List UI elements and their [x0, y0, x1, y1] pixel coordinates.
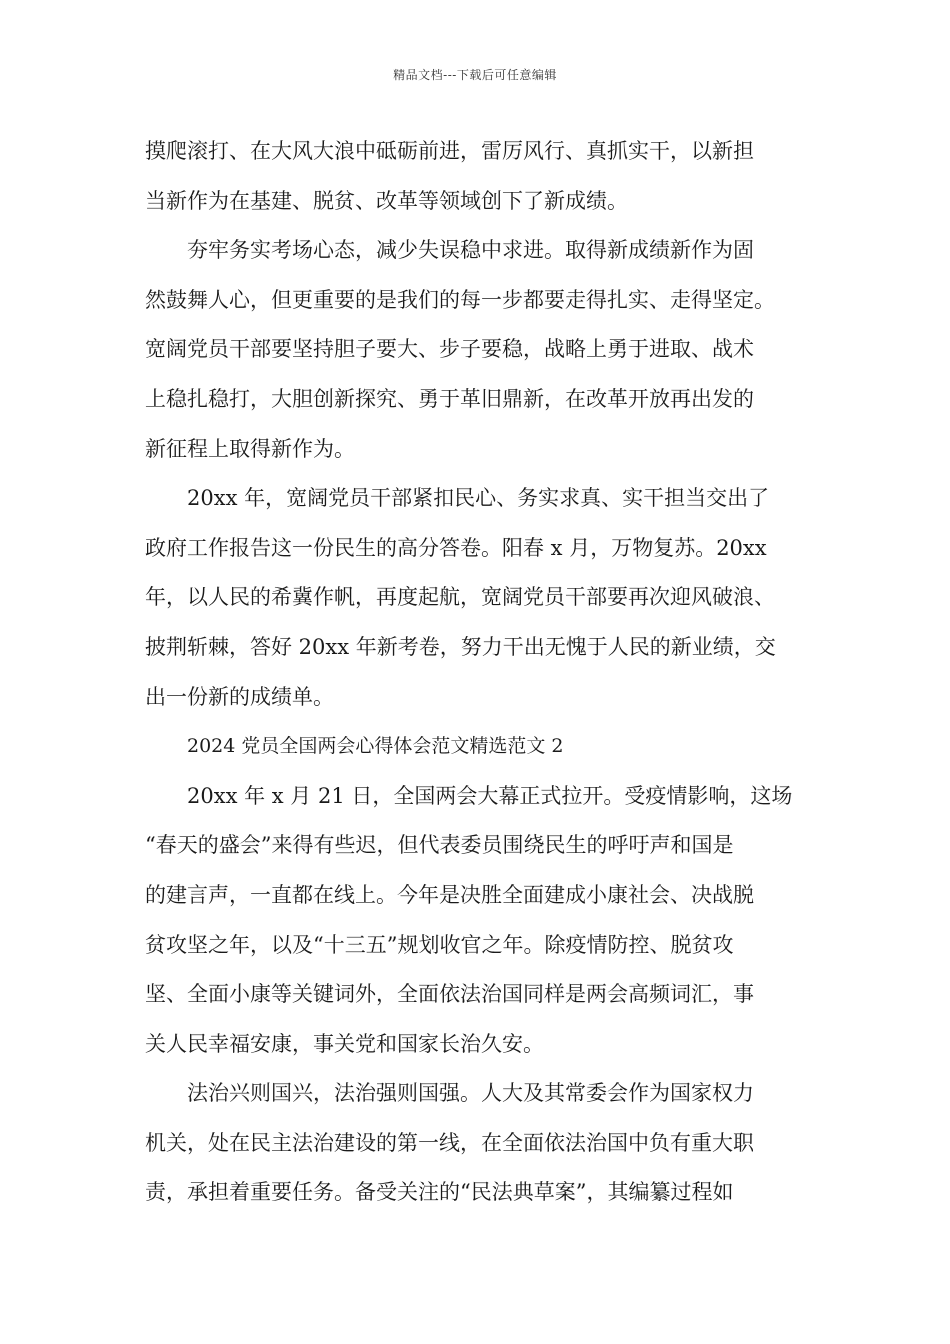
text-line: 贫攻坚之年，以及“十三五”规划收官之年。除疫情防控、脱贫攻: [145, 932, 734, 957]
text-line: 新征程上取得新作为。: [145, 436, 355, 461]
text-line: 责，承担着重要任务。备受关注的“民法典草案”，其编纂过程如: [145, 1180, 734, 1205]
text-line: 当新作为在基建、脱贫、改革等领域创下了新成绩。: [145, 188, 628, 213]
text-line: 宽阔党员干部要坚持胆子要大、步子要稳，战略上勇于进取、战术: [145, 337, 754, 362]
section-heading: 2024 党员全国两会心得体会范文精选范文 2: [187, 735, 564, 758]
text-line: 关人民幸福安康，事关党和国家长治久安。: [145, 1031, 544, 1056]
paragraph-start: 法治兴则国兴，法治强则国强。人大及其常委会作为国家权力: [187, 1081, 754, 1106]
document-body: [145, 127, 815, 1218]
text-line: 年，以人民的希冀作帆，再度起航，宽阔党员干部要再次迎风破浪、: [145, 585, 775, 610]
text-line: 上稳扎稳打，大胆创新探究、勇于革旧鼎新，在改革开放再出发的: [145, 386, 754, 411]
text-line: 披荆斩棘，答好 20xx 年新考卷，努力干出无愧于人民的新业绩，交: [145, 634, 776, 659]
text-line: 机关，处在民主法治建设的第一线，在全面依法治国中负有重大职: [145, 1130, 754, 1155]
text-line: 摸爬滚打、在大风大浪中砥砺前进，雷厉风行、真抓实干，以新担: [145, 139, 754, 163]
paragraph-start: 20xx 年 x 月 21 日，全国两会大幕正式拉开。受疫情影响，这场: [187, 783, 793, 808]
text-line: 出一份新的成绩单。: [145, 684, 334, 709]
paragraph-start: 夯牢务实考场心态，减少失误稳中求进。取得新成绩新作为固: [187, 238, 754, 263]
text-line: 坚、全面小康等关键词外，全面依法治国同样是两会高频词汇，事: [145, 982, 754, 1007]
text-line: 然鼓舞人心，但更重要的是我们的每一步都要走得扎实、走得坚定。: [145, 287, 775, 312]
page-header: 精品文档---下载后可任意编辑: [393, 68, 557, 82]
text-line: “春天的盛会”来得有些迟，但代表委员围绕民生的呼吁声和国是: [145, 833, 734, 858]
paragraph-start: 20xx 年，宽阔党员干部紧扣民心、务实求真、实干担当交出了: [187, 486, 770, 511]
text-line: 的建言声，一直都在线上。今年是决胜全面建成小康社会、决战脱: [145, 882, 754, 907]
text-line: 政府工作报告这一份民生的高分答卷。阳春 x 月，万物复苏。20xx: [145, 535, 767, 560]
